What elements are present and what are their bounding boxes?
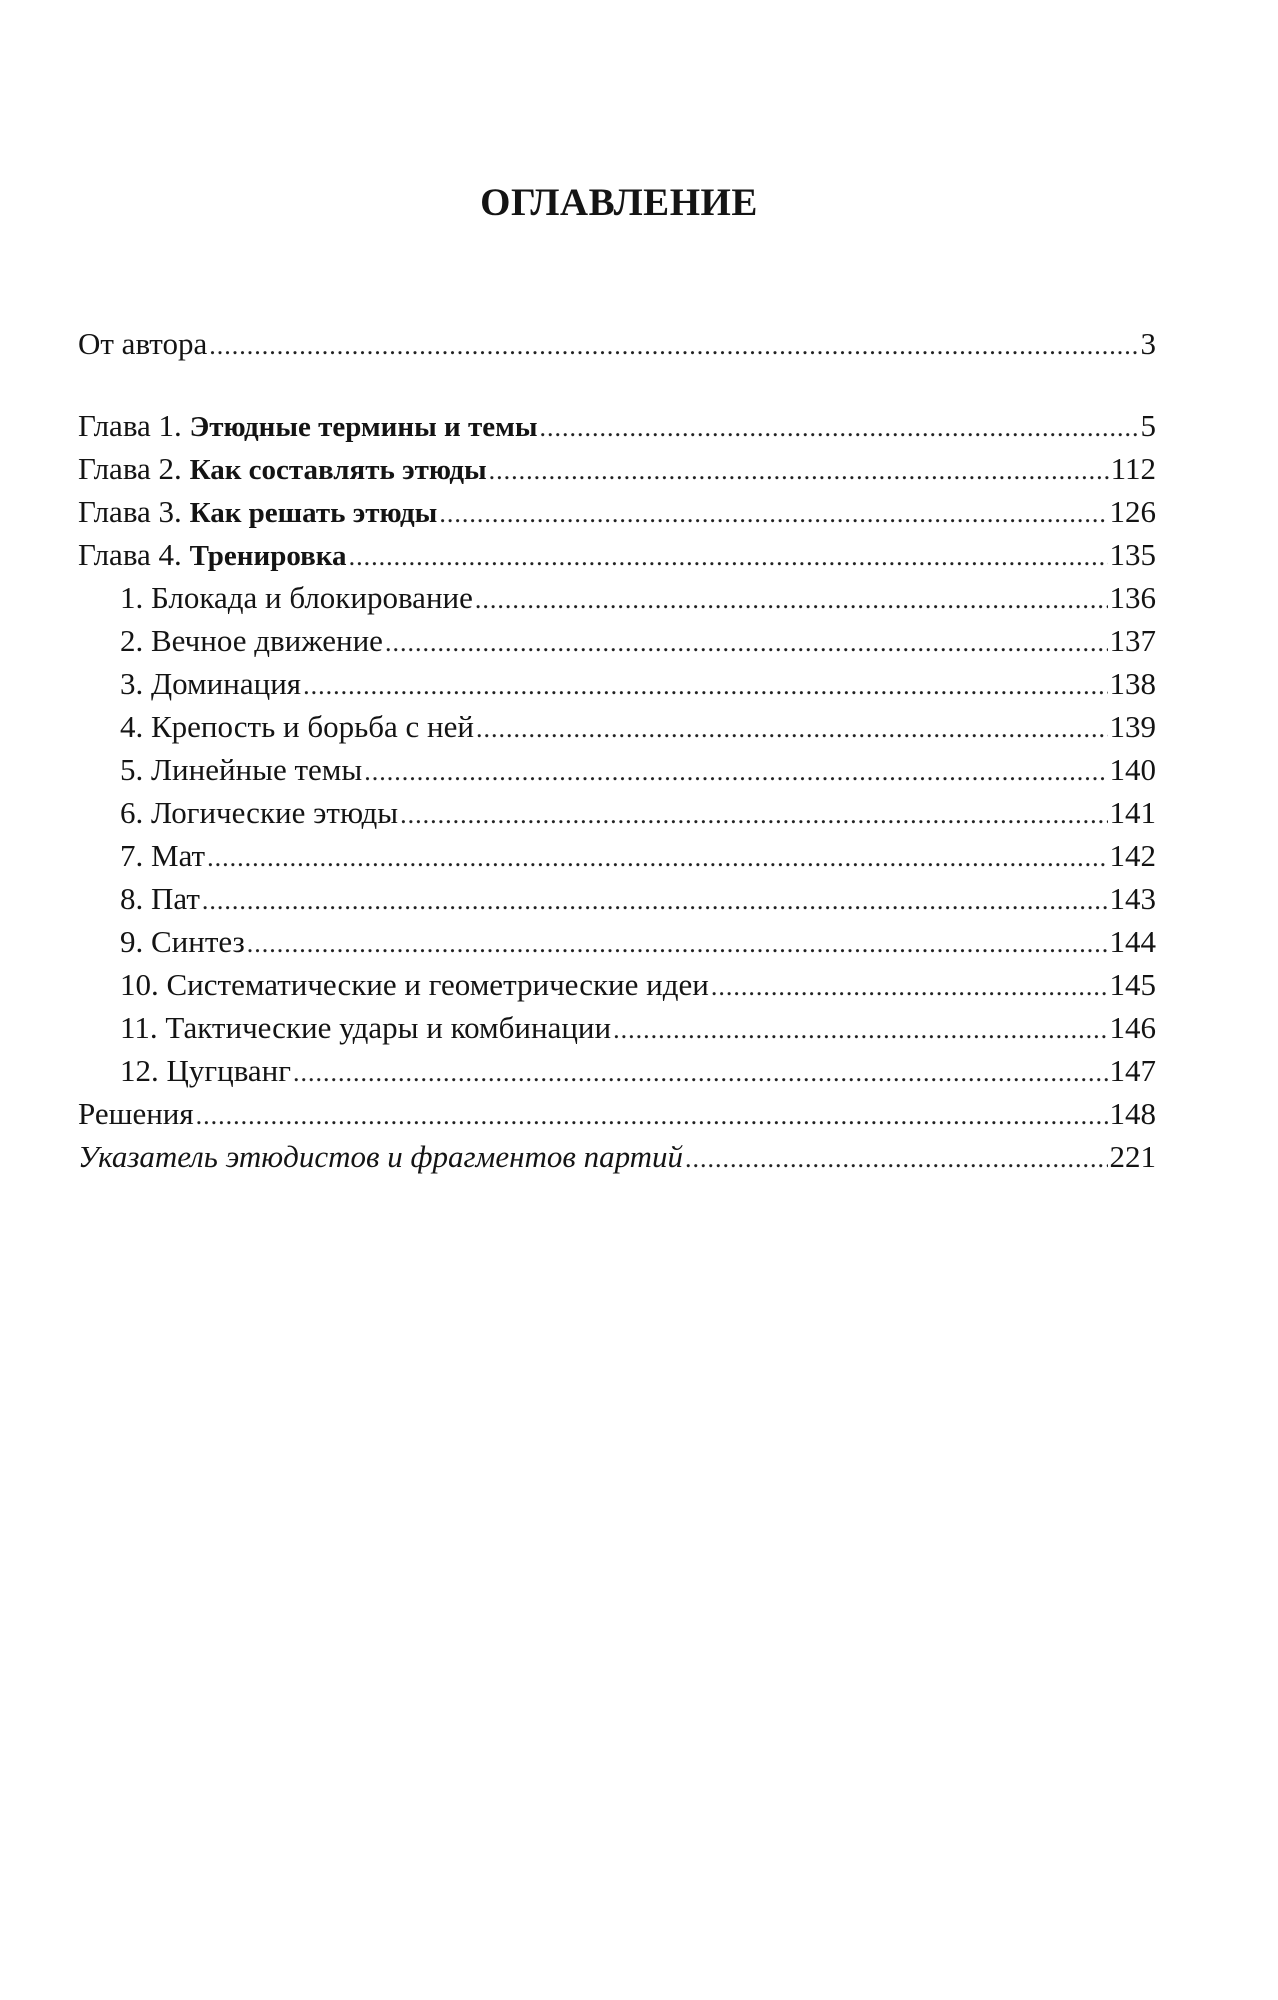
toc-entry-chapter-2[interactable] — [78, 448, 1156, 490]
toc-entry-section-8[interactable] — [78, 878, 1156, 920]
toc-page-number: 112 — [1110, 451, 1156, 486]
toc-page-number: 138 — [1109, 666, 1156, 701]
toc-entry-chapter-3[interactable] — [78, 491, 1156, 533]
toc-page-number: 5 — [1140, 408, 1156, 443]
toc-entry-label: 7. Мат — [120, 838, 206, 873]
toc-page-number: 126 — [1109, 494, 1156, 529]
toc-leader-dots — [202, 880, 1108, 922]
toc-page-number: 139 — [1109, 709, 1156, 744]
toc-page-number: 148 — [1109, 1096, 1156, 1131]
toc-entry-label: 10. Систематические и геометрические идеи — [120, 967, 709, 1002]
toc-entry-label: Решения — [78, 1096, 194, 1131]
index-title: Указатель этюдистов и фрагментов партий — [78, 1139, 684, 1174]
toc-entry-section-1[interactable] — [78, 577, 1156, 619]
toc-page-number: 136 — [1109, 580, 1156, 615]
toc-page-number: 144 — [1109, 924, 1156, 959]
toc-entry-section-5[interactable] — [78, 749, 1156, 791]
toc-leader-dots — [489, 450, 1109, 492]
toc-page-number: 135 — [1109, 537, 1156, 572]
toc-leader-dots — [209, 325, 1138, 367]
chapter-prefix: Глава 3. — [78, 494, 190, 529]
toc-leader-dots — [196, 1095, 1108, 1137]
toc-leader-dots — [475, 579, 1108, 621]
toc-entry-label: 1. Блокада и блокирование — [120, 580, 473, 615]
toc-entry-chapter-4[interactable] — [78, 534, 1156, 576]
toc-entry-section-4[interactable] — [78, 706, 1156, 748]
toc-leader-dots — [400, 794, 1107, 836]
toc-entry-foreword[interactable] — [78, 323, 1156, 365]
chapter-prefix: Глава 4. — [78, 537, 190, 572]
toc-entry-label: 3. Доминация — [120, 666, 302, 701]
toc-entry-label: 2. Вечное движение — [120, 623, 383, 658]
toc-entry-section-11[interactable] — [78, 1007, 1156, 1049]
chapter-title: Этюдные термины и темы — [189, 411, 538, 443]
toc-entry-label — [78, 491, 437, 534]
toc-entry-section-10[interactable] — [78, 964, 1156, 1006]
toc-page-number: 147 — [1109, 1053, 1156, 1088]
toc-leader-dots — [613, 1009, 1107, 1051]
toc-entry-label: 6. Логические этюды — [120, 795, 399, 830]
toc-leader-dots — [247, 923, 1108, 965]
toc-entry-section-3[interactable] — [78, 663, 1156, 705]
toc-entry-section-9[interactable] — [78, 921, 1156, 963]
toc-entry-chapter-1[interactable] — [78, 405, 1156, 447]
toc-entry-section-2[interactable] — [78, 620, 1156, 662]
toc-leader-dots — [293, 1052, 1108, 1094]
toc-entry-label: 9. Синтез — [120, 924, 245, 959]
toc-leader-dots — [711, 966, 1108, 1008]
chapter-prefix: Глава 1. — [78, 408, 190, 443]
toc-entry-label — [78, 448, 487, 491]
toc-leader-dots — [207, 837, 1107, 879]
toc-page-number: 145 — [1109, 967, 1156, 1002]
page-title: ОГЛАВЛЕНИЕ — [480, 181, 758, 224]
toc-entry-section-6[interactable] — [78, 792, 1156, 834]
toc-leader-dots — [685, 1138, 1107, 1180]
toc-leader-dots — [349, 536, 1108, 578]
chapter-prefix: Глава 2. — [78, 451, 190, 486]
toc-page-number: 221 — [1109, 1139, 1156, 1174]
chapter-title: Как составлять этюды — [189, 454, 487, 486]
toc-leader-dots — [476, 708, 1108, 750]
toc-leader-dots — [303, 665, 1107, 707]
toc-leader-dots — [439, 493, 1107, 535]
toc-entry-label: 4. Крепость и борьба с ней — [120, 709, 474, 744]
toc-page-number: 137 — [1109, 623, 1156, 658]
toc-leader-dots — [385, 622, 1108, 664]
chapter-title: Тренировка — [189, 540, 347, 572]
toc-entry-label — [78, 1136, 683, 1178]
toc-entry-label: От автора — [78, 326, 208, 361]
toc-entry-section-12[interactable] — [78, 1050, 1156, 1092]
toc-leader-dots — [364, 751, 1107, 793]
toc-entry-section-7[interactable] — [78, 835, 1156, 877]
toc-entry-label — [78, 534, 347, 577]
toc-entry-solutions[interactable] — [78, 1093, 1156, 1135]
toc-page-number: 142 — [1109, 838, 1156, 873]
toc-page-number: 146 — [1109, 1010, 1156, 1045]
toc-page-number: 140 — [1109, 752, 1156, 787]
toc-entry-label: 5. Линейные темы — [120, 752, 363, 787]
toc-entry-label: 8. Пат — [120, 881, 200, 916]
toc-entry-label — [78, 405, 537, 448]
toc-leader-dots — [539, 407, 1138, 449]
toc-entry-index[interactable] — [78, 1136, 1156, 1178]
chapter-title: Как решать этюды — [189, 497, 438, 529]
toc-entry-label: 11. Тактические удары и комбинации — [120, 1010, 612, 1045]
toc-page-number: 3 — [1140, 326, 1156, 361]
toc-page-number: 141 — [1109, 795, 1156, 830]
toc-page-number: 143 — [1109, 881, 1156, 916]
toc-entry-label: 12. Цугцванг — [120, 1053, 291, 1088]
